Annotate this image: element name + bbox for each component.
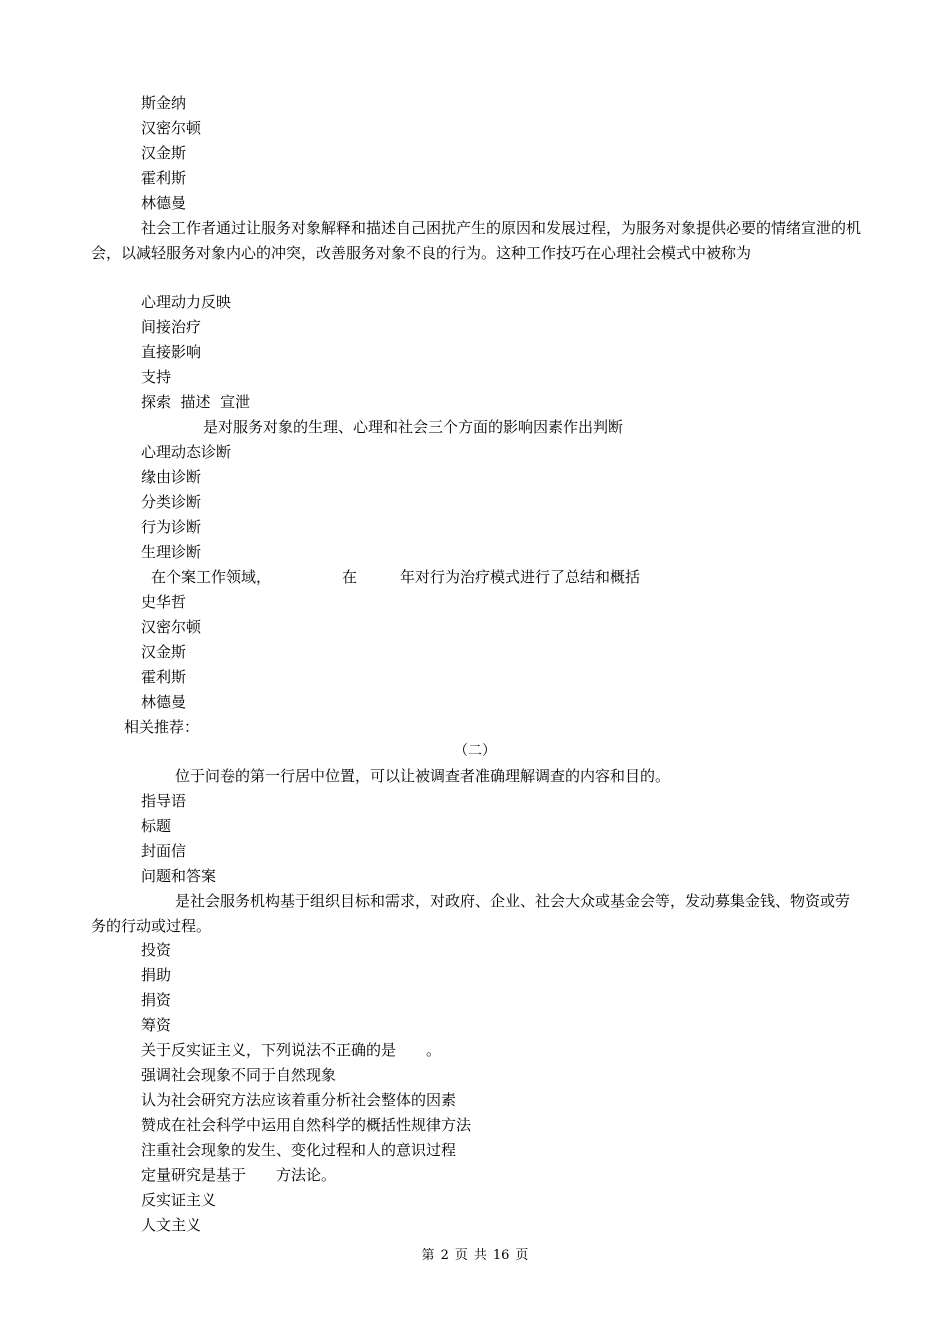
option-line: 人文主义 (141, 1216, 202, 1234)
text-line: 霍利斯 (141, 169, 187, 187)
question-line: 位于问卷的第一行居中位置，可以让被调查者准确理解调查的内容和目的。 (175, 767, 671, 785)
option-line: 支持 (141, 368, 172, 386)
answer-line: 探索 描述 宣泄 (141, 393, 251, 411)
question-line-part: 年对行为治疗模式进行了总结和概括 (400, 568, 641, 586)
option-line: 心理动力反映 (141, 293, 232, 311)
option-line: 间接治疗 (141, 318, 202, 336)
option-line: 封面信 (141, 842, 187, 860)
question-paragraph: 社会工作者通过让服务对象解释和描述自己困扰产生的原因和发展过程，为服务对象提供必要的情绪宣泄的机会，以减轻服务对象内心的冲突，改善服务对象不良的行为。这种工作技巧在心理社会模式中被称为 (91, 219, 862, 262)
related-recommend-label: 相关推荐： (124, 718, 200, 736)
option-line: 认为社会研究方法应该着重分析社会整体的因素 (141, 1091, 457, 1109)
option-line: 霍利斯 (141, 668, 187, 686)
question-line: 是对服务对象的生理、心理和社会三个方面的影响因素作出判断 (203, 418, 624, 436)
footer-di: 第 (421, 1248, 435, 1263)
option-line: 投资 (141, 941, 172, 959)
section-heading: （二） (454, 743, 496, 759)
question-paragraph: 是社会服务机构基于组织目标和需求，对政府、企业、社会大众或基金会等，发动募集金钱、物资或劳务的行动或过程。 (91, 892, 851, 935)
option-line: 行为诊断 (141, 518, 202, 536)
footer-page-number: 2 (440, 1248, 449, 1263)
option-line: 问题和答案 (141, 867, 217, 885)
option-line: 指导语 (141, 792, 187, 810)
text-line: 汉金斯 (141, 144, 187, 162)
option-line: 赞成在社会科学中运用自然科学的概括性规律方法 (141, 1116, 472, 1134)
question-line: 定量研究是基于 方法论。 (141, 1166, 337, 1184)
option-line: 直接影响 (141, 343, 202, 361)
question-line: 关于反实证主义，下列说法不正确的是 。 (141, 1041, 442, 1059)
option-line: 筹资 (141, 1016, 172, 1034)
option-line: 捐资 (141, 991, 172, 1009)
footer-ye: 页 (454, 1248, 468, 1263)
option-line: 林德曼 (141, 693, 187, 711)
text-line: 斯金纳 (141, 94, 187, 112)
option-line: 注重社会现象的发生、变化过程和人的意识过程 (141, 1141, 457, 1159)
option-line: 史华哲 (141, 593, 187, 611)
option-line: 捐助 (141, 966, 172, 984)
option-line: 强调社会现象不同于自然现象 (141, 1066, 337, 1084)
option-line: 缘由诊断 (141, 468, 202, 486)
footer-gong: 共 (473, 1248, 487, 1263)
option-line: 汉金斯 (141, 643, 187, 661)
option-line: 生理诊断 (141, 543, 202, 561)
question-line-part: 在 (342, 568, 358, 586)
option-line: 分类诊断 (141, 493, 202, 511)
question-line-part: 在个案工作领域， (151, 568, 272, 586)
option-line: 反实证主义 (141, 1191, 217, 1209)
text-line: 林德曼 (141, 194, 187, 212)
footer-ye: 页 (515, 1248, 529, 1263)
option-line: 汉密尔顿 (141, 618, 202, 636)
text-line: 汉密尔顿 (141, 119, 202, 137)
option-line: 心理动态诊断 (141, 443, 232, 461)
option-line: 标题 (141, 817, 172, 835)
page-footer (0, 1247, 950, 1265)
footer-total-pages: 16 (492, 1248, 510, 1263)
